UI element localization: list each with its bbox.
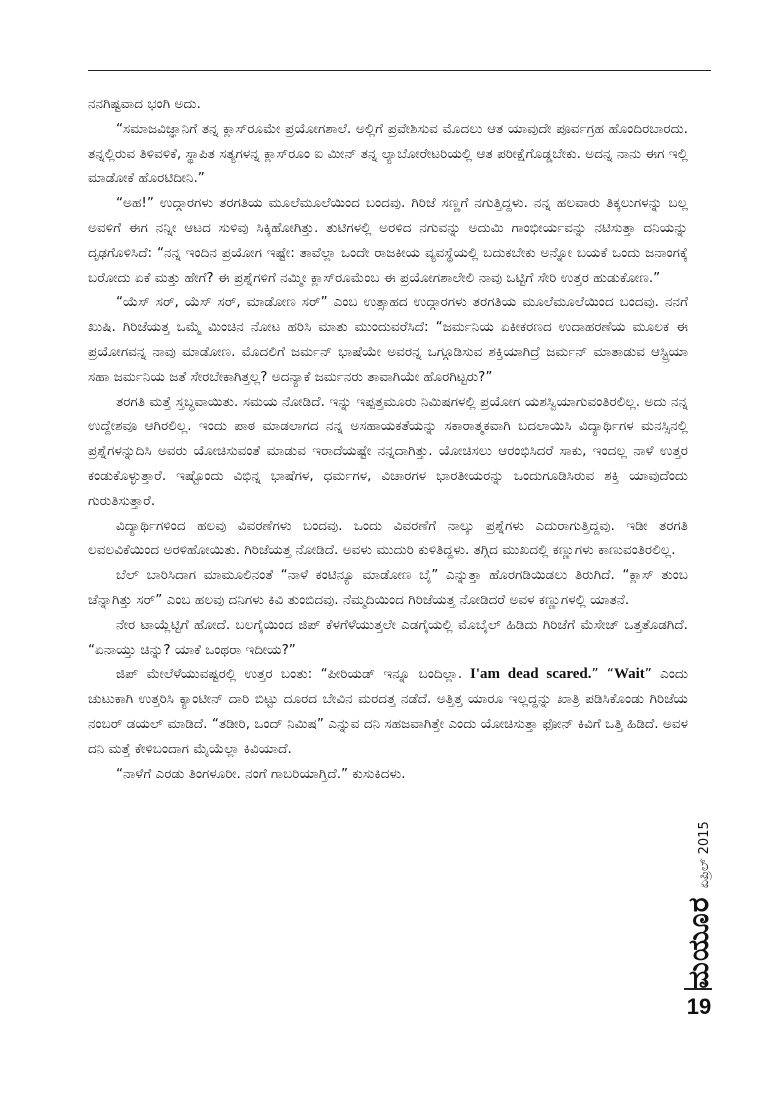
paragraph-9-rest: ” ಎಂದು ಚುಟುಕಾಗಿ ಉತ್ತರಿಸಿ ಕ್ಯಾಂಟೀನ್ ದಾರಿ ಬಿಟ್ಟು ದೂರದ ಬೇವಿನ ಮರದತ್ತ ನಡೆದೆ. ಅತ್ತಿತ್ತ ಯಾರೂ ಇಲ್ಲದ್ದನ್ನು ಖಾತ್ರಿ ಪಡಿಸಿಕೊಂಡು ಗಿರಿಜೆಯ ನಂಬರ್ ಡಯಲ್ ಮಾಡಿದೆ. “ತಡೀರಿ, ಒಂದ್ ನಿಮಿಷ” ಎನ್ನುವ ದನಿ ಸಹಜವಾಗಿತ್ತೇ ಎಂದು ಯೋಚಿಸುತ್ತಾ ಫೋನ್ ಕಿವಿಗೆ ಒತ್ತಿ ಹಿಡಿದೆ. ಅವಳ ದನಿ ಮತ್ತೆ ಕೇಳಿಬಂದಾಗ ಮೈಯೆಲ್ಲಾ ಕಿವಿಯಾದೆ. [88, 666, 689, 757]
article-body [88, 92, 688, 786]
paragraph-3: “ಅಹ!” ಉದ್ಗಾರಗಳು ತರಗತಿಯ ಮೂಲೆಮೂಲೆಯಿಂದ ಬಂದವು. ಗಿರಿಜೆ ಸಣ್ಣಗೆ ನಗುತ್ತಿದ್ದಳು. ನನ್ನ ಹಲವಾರು ತಿಕ್ಕಲುಗಳನ್ನು ಬಲ್ಲ ಅವಳಿಗೆ ಈಗ ನನ್ನೀ ಆಟದ ಸುಳಿವು ಸಿಕ್ಕಿಹೋಗಿತ್ತು. ತುಟಿಗಳಲ್ಲಿ ಅರಳಿದ ನಗುವನ್ನು ಅದುಮಿ ಗಾಂಭೀರ್ಯವನ್ನು ನಟಿಸುತ್ತಾ ದನಿಯನ್ನು ದೃಢಗೊಳಿಸಿದೆ: “ನನ್ನ ಇಂದಿನ ಪ್ರಯೋಗ ಇಷ್ಟೇ: ತಾವೆಲ್ಲಾ ಒಂದೇ ರಾಜಕೀಯ ವ್ಯವಸ್ಥೆಯಲ್ಲಿ ಬದುಕಬೇಕು ಅನ್ನೋ ಬಯಕೆ ಒಂದು ಜನಾಂಗಕ್ಕೆ ಬರೋದು ಏಕೆ ಮತ್ತು ಹೇಗೆ? ಈ ಪ್ರಶ್ನೆಗಳಿಗೆ ನಮ್ಮೀ ಕ್ಲಾಸ್‌ರೂಮೆಂಬ ಈ ಪ್ರಯೋಗಶಾಲೇಲಿ ನಾವು ಒಟ್ಟಿಗೆ ಸೇರಿ ಉತ್ತರ ಹುಡುಕೋಣ.” [88, 195, 688, 286]
paragraph-2: “ಸಮಾಜವಿಜ್ಞಾನಿಗೆ ತನ್ನ ಕ್ಲಾಸ್‌ರೂಮೇ ಪ್ರಯೋಗಶಾಲೆ. ಅಲ್ಲಿಗೆ ಪ್ರವೇಶಿಸುವ ಮೊದಲು ಆತ ಯಾವುದೇ ಪೂರ್ವಗ್ರಹ ಹೊಂದಿರಬಾರದು. ತನ್ನಲ್ಲಿರುವ ತಿಳಿವಳಿಕೆ, ಸ್ಥಾಪಿತ ಸತ್ಯಗಳನ್ನ ಕ್ಲಾಸ್‌ರೂಂ ಐ ಮೀನ್ ತನ್ನ ಲ್ಯಾಬೋರೇಟರಿಯಲ್ಲಿ ಆತ ಪರೀಕ್ಷೆಗೊಡ್ಡಬೇಕು. ಅದನ್ನ ನಾನು ಈಗ ಇಲ್ಲಿ ಮಾಡೋಕೆ ಹೊರಟಿದೀನಿ.” [88, 120, 688, 187]
paragraph-10: “ನಾಳೆಗೆ ಎರಡು ತಿಂಗಳೂರೀ. ನಂಗೆ ಗಾಬರಿಯಾಗ್ತಿದೆ.” ಕುಸುಕಿದಳು. [116, 765, 406, 782]
magazine-name: ಮಯೂರ [682, 896, 715, 989]
paragraph-6: ವಿದ್ಯಾರ್ಥಿಗಳಿಂದ ಹಲವು ವಿವರಣೆಗಳು ಬಂದವು. ಒಂದು ವಿವರಣೆಗೆ ನಾಲ್ಕು ಪ್ರಶ್ನೆಗಳು ಎದುರಾಗುತ್ತಿದ್ದವು. ಇಡೀ ತರಗತಿ ಲವಲವಿಕೆಯಿಂದ ಅರಳಿಹೋಯಿತು. ಗಿರಿಜೆಯತ್ತ ನೋಡಿದೆ. ಅವಳು ಮುದುರಿ ಕುಳಿತಿದ್ದಳು. ತಗ್ಗಿದ ಮುಖದಲ್ಲಿ ಕಣ್ಣುಗಳು ಕಾಣುವಂತಿರಲಿಲ್ಲ. [88, 517, 688, 559]
issue-date: ಏಪ್ರಿಲ್ 2015 [697, 821, 712, 889]
english-quote-1: I'am dead scared. [462, 666, 592, 683]
paragraph-8: ನೇರ ಟಾಯ್ಲೆಟ್ಟಿಗೆ ಹೋದೆ. ಬಲಗೈಯಿಂದ ಜಿಪ್ ಕೆಳಗೆಳೆಯುತ್ತಲೇ ಎಡಗೈಯಲ್ಲಿ ಮೊಬೈಲ್ ಹಿಡಿದು ಗಿರಿಜೆಗೆ ಮೆಸೇಜ್ ಒತ್ತತೊಡಗಿದೆ. “ಏನಾಯ್ತು ಚಿನ್ನು? ಯಾಕೆ ಒಂಥರಾ ಇದೀಯ?” [88, 616, 688, 658]
paragraph-5: ತರಗತಿ ಮತ್ತೆ ಸ್ತಬ್ಧವಾಯಿತು. ಸಮಯ ನೋಡಿದೆ. ಇನ್ನು ಇಪ್ಪತ್ತಮೂರು ನಿಮಿಷಗಳಲ್ಲಿ ಪ್ರಯೋಗ ಯಶಸ್ವಿಯಾಗುವಂತಿರಲಿಲ್ಲ. ಅದು ನನ್ನ ಉದ್ದೇಶವೂ ಆಗಿರಲಿಲ್ಲ. ಇಂದು ಪಾಠ ಮಾಡಲಾಗದ ನನ್ನ ಅಸಹಾಯಕತೆಯನ್ನು ಸಕಾರಾತ್ಮಕವಾಗಿ ಬದಲಾಯಿಸಿ ವಿದ್ಯಾರ್ಥಿಗಳ ಮನಸ್ಸಿನಲ್ಲಿ ಪ್ರಶ್ನೆಗಳನ್ನುದಿಸಿ ಅವರು ಯೋಚಿಸುವಂತೆ ಮಾಡುವ ಇರಾದೆಯಷ್ಟೇ ನನ್ನದಾಗಿತ್ತು. ಯೋಚಿಸಲು ಆರಂಭಿಸಿದರೆ ಸಾಕು, ಇಂದಲ್ಲ ನಾಳೆ ಉತ್ತರ ಕಂಡುಕೊಳ್ಳುತ್ತಾರೆ. ಇಷ್ಟೊಂದು ವಿಭಿನ್ನ ಭಾಷೆಗಳ, ಧರ್ಮಗಳ, ವಿಚಾರಗಳ ಭಾರತೀಯರನ್ನು ಒಂದುಗೂಡಿಸಿರುವ ಶಕ್ತಿ ಯಾವುದೆಂದು ಗುರುತಿಸುತ್ತಾರೆ. [88, 393, 688, 509]
paragraph-7: ಬೆಲ್ ಬಾರಿಸಿದಾಗ ಮಾಮೂಲಿನಂತೆ “ನಾಳೆ ಕಂಟಿನ್ಯೂ ಮಾಡೋಣ ಬೈ” ಎನ್ನುತ್ತಾ ಹೊರಗಡಿಯಿಡಲು ತಿರುಗಿದೆ. “ಕ್ಲಾಸ್ ತುಂಬ ಚೆನ್ನಾಗಿತ್ತು ಸರ್” ಎಂಬ ಹಲವು ದನಿಗಳು ಕಿವಿ ತುಂಬಿದವು. ನೆಮ್ಮದಿಯಿಂದ ಗಿರಿಜೆಯತ್ತ ನೋಡಿದರೆ ಅವಳ ಕಣ್ಣುಗಳಲ್ಲಿ ಯಾತನೆ. [88, 567, 688, 608]
paragraph-1: ನನಗಿಷ್ಟವಾದ ಭಂಗಿ ಅದು. [88, 96, 201, 112]
paragraph-4: “ಯೆಸ್ ಸರ್, ಯೆಸ್ ಸರ್, ಮಾಡೋಣ ಸರ್” ಎಂಬ ಉತ್ಸಾಹದ ಉದ್ಗಾರಗಳು ತರಗತಿಯ ಮೂಲೆಮೂಲೆಯಿಂದ ಬಂದವು. ನನಗೆ ಖುಷಿ. ಗಿರಿಜೆಯತ್ತ ಒಮ್ಮೆ ಮಿಂಚಿನ ನೋಟ ಹರಿಸಿ ಮಾತು ಮುಂದುವರೆಸಿದೆ: “ಜರ್ಮನಿಯ ಏಕೀಕರಣದ ಉದಾಹರಣೆಯ ಮೂಲಕ ಈ ಪ್ರಯೋಗವನ್ನ ನಾವು ಮಾಡೋಣ. ಮೊದಲಿಗೆ ಜರ್ಮನ್ ಭಾಷೆಯೇ ಅವರನ್ನ ಒಗ್ಗೂಡಿಸುವ ಶಕ್ತಿಯಾಗಿದ್ರೆ ಜರ್ಮನ್ ಮಾತಾಡುವ ಆಸ್ಟ್ರಿಯಾ ಸಹಾ ಜರ್ಮನಿಯ ಜತೆ ಸೇರಬೇಕಾಗಿತ್ತಲ್ಲ? ಅದನ್ಯಾಕೆ ಜರ್ಮನರು ತಾವಾಗಿಯೇ ಹೊರಗಿಟ್ಟರು?” [88, 294, 688, 385]
footer-rule [684, 988, 712, 990]
paragraph-9-quote-mark: ” “ [591, 666, 614, 683]
paragraph-9 [88, 662, 688, 761]
header-rule [88, 70, 711, 71]
english-quote-2: Wait [613, 666, 645, 683]
paragraph-9-text: ಜಿಪ್ ಮೇಲೆಳೆಯುವಷ್ಟರಲ್ಲಿ ಉತ್ತರ ಬಂತು: “ಪೀರಿಯಡ್ ಇನ್ನೂ ಬಂದಿಲ್ಲಾ. [116, 666, 463, 683]
magazine-sidebar [684, 810, 714, 1000]
page-number: 19 [686, 994, 712, 1019]
